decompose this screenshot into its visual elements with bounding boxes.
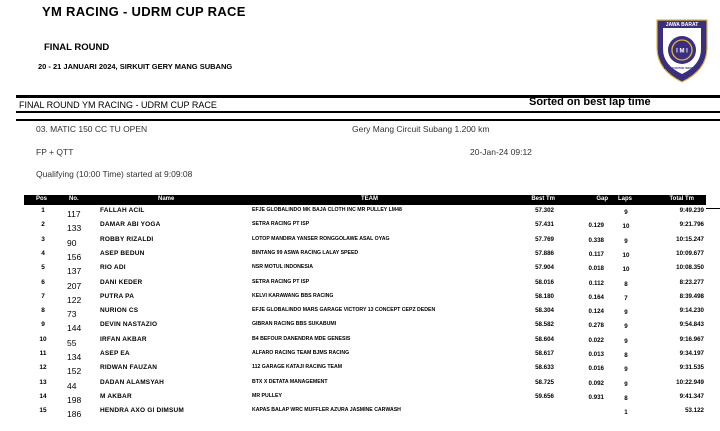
cell-name: ASEP EA xyxy=(100,350,130,357)
cell-total: 9:49.239 xyxy=(679,207,704,214)
col-laps: Laps xyxy=(618,196,633,202)
cell-best: 57.904 xyxy=(535,264,554,272)
cell-laps: 7 xyxy=(624,294,628,302)
report-title: FINAL ROUND YM RACING - UDRM CUP RACE xyxy=(19,100,217,110)
col-no: No. xyxy=(69,196,79,202)
table-row xyxy=(24,249,706,263)
col-pos: Pos xyxy=(36,196,48,202)
circuit-info: Gery Mang Circuit Subang 1.200 km xyxy=(352,124,490,134)
report-datetime: 20-Jan-24 09:12 xyxy=(470,147,532,157)
cell-gap: 0.278 xyxy=(588,322,604,330)
imi-jawa-barat-logo xyxy=(653,14,711,84)
logo-center-text: I M I xyxy=(676,48,688,55)
cell-no: 152 xyxy=(67,366,82,377)
cell-total: 9:41.347 xyxy=(679,392,704,400)
cell-best: 57.769 xyxy=(535,235,554,243)
cell-no: 90 xyxy=(67,237,77,248)
cell-total: 10:08.350 xyxy=(676,264,704,272)
cell-laps: 9 xyxy=(624,366,628,374)
cell-laps: 9 xyxy=(624,337,628,345)
cell-no: 44 xyxy=(67,380,77,391)
event-class: 03. MATIC 150 CC TU OPEN xyxy=(36,124,148,134)
cell-team: KELVI KARAWANG BBS RACING xyxy=(252,292,334,299)
table-row xyxy=(24,306,706,320)
cell-no: 117 xyxy=(67,209,81,219)
cell-pos: 6 xyxy=(41,278,45,286)
table-row xyxy=(24,406,706,420)
cell-best: 57.886 xyxy=(535,249,554,257)
cell-total: 8:39.498 xyxy=(679,292,704,300)
cell-team: SETRA RACING PT ISP xyxy=(252,221,310,228)
table-row xyxy=(24,292,706,306)
cell-team: BINTANG 99 ASWA RACING LALAY SPEED xyxy=(252,249,359,256)
cell-name: DADAN ALAMSYAH xyxy=(100,378,165,386)
cell-best: 58.604 xyxy=(535,335,554,343)
cell-name: ASEP BEDUN xyxy=(100,249,145,257)
cell-pos: 9 xyxy=(41,321,45,329)
race-title: YM RACING - UDRM CUP RACE xyxy=(42,7,246,19)
round-title: FINAL ROUND xyxy=(44,42,110,53)
table-row xyxy=(24,363,706,377)
cell-gap: 0.016 xyxy=(588,365,604,373)
table-row xyxy=(24,392,706,406)
cell-gap: 0.117 xyxy=(588,250,604,258)
cell-best: 57.431 xyxy=(535,221,554,229)
cell-laps: 9 xyxy=(624,309,628,317)
cell-name: HENDRA AXO GI DIMSUM xyxy=(100,407,185,415)
cell-name: DEVIN NASTAZIO xyxy=(100,321,158,329)
cell-best: 58.617 xyxy=(535,350,554,357)
cell-laps: 8 xyxy=(624,280,628,288)
table-row xyxy=(24,263,706,277)
cell-name: FALLAH ACIL xyxy=(100,207,145,214)
cell-team: 112 GARAGE KATAJI RACING TEAM xyxy=(252,364,343,371)
table-row xyxy=(24,206,706,220)
cell-laps: 10 xyxy=(622,251,630,259)
cell-no: 55 xyxy=(67,337,77,348)
cell-best: 58.180 xyxy=(535,292,554,300)
cell-gap: 0.018 xyxy=(588,265,604,273)
cell-total: 9:34.197 xyxy=(679,350,704,357)
cell-team: EFJE GLOBALINDO MARS GARAGE VICTORY 13 CONCEPT CEPZ DEDEN xyxy=(252,307,436,314)
cell-laps: 10 xyxy=(622,223,630,231)
rule-divider xyxy=(16,111,720,113)
cell-best: 58.304 xyxy=(535,307,554,315)
cell-pos: 8 xyxy=(41,307,45,315)
table-row xyxy=(24,278,706,292)
cell-name: ROBBY RIZALDI xyxy=(100,235,154,243)
cell-pos: 7 xyxy=(41,292,45,300)
col-gap: Gap xyxy=(596,196,608,202)
cell-pos: 2 xyxy=(41,221,45,229)
cell-best: 58.582 xyxy=(535,321,554,329)
cell-team: LOTOP MANDIRA YANSER RONGGOLAWE ASAL OYAG xyxy=(252,235,390,242)
col-total: Total Tm xyxy=(669,196,694,202)
table-row xyxy=(24,220,706,234)
cell-total: 10:22.949 xyxy=(676,378,704,386)
cell-total: 10:15.247 xyxy=(676,235,704,243)
cell-pos: 14 xyxy=(39,392,47,400)
cell-no: 122 xyxy=(67,294,82,305)
cell-pos: 4 xyxy=(41,249,45,257)
cell-total: 9:14.230 xyxy=(679,307,704,315)
cell-name: M AKBAR xyxy=(100,392,132,400)
cell-pos: 5 xyxy=(41,264,45,272)
col-name: Name xyxy=(158,196,175,202)
session-type: FP + QTT xyxy=(36,147,74,157)
cell-pos: 1 xyxy=(41,207,45,214)
cell-team: MR PULLEY xyxy=(252,392,282,399)
cell-best: 59.656 xyxy=(535,392,554,400)
cell-pos: 13 xyxy=(39,378,47,386)
cell-team: SETRA RACING PT ISP xyxy=(252,278,310,285)
table-row xyxy=(24,378,706,392)
cell-laps: 9 xyxy=(624,380,628,388)
cell-team: NSR MOTUL INDONESIA xyxy=(252,264,314,271)
rule-divider xyxy=(16,119,720,121)
cell-gap: 0.124 xyxy=(588,308,604,316)
cell-team: GIBRAN RACING BBS SUKABUMI xyxy=(252,321,337,328)
cell-gap: 0.092 xyxy=(588,379,604,387)
cell-total: 9:21.796 xyxy=(679,221,704,229)
cell-laps: 1 xyxy=(624,409,628,417)
cell-pos: 3 xyxy=(41,235,45,243)
cell-total: 10:09.677 xyxy=(676,249,704,257)
cell-name: RIDWAN FAUZAN xyxy=(100,364,158,372)
table-row xyxy=(24,235,706,249)
cell-total: 8:23.277 xyxy=(679,278,704,286)
col-best: Best Tm xyxy=(531,196,555,202)
cell-no: 186 xyxy=(67,409,82,420)
cell-best: 58.725 xyxy=(535,378,554,386)
logo-bottom-text: IKATAN MOTOR INDONESIA xyxy=(663,67,701,70)
cell-total: 9:16.967 xyxy=(679,335,704,343)
table-row xyxy=(24,320,706,334)
sort-label: Sorted on best lap time xyxy=(529,96,651,108)
cell-no: 198 xyxy=(67,394,82,405)
cell-no: 73 xyxy=(67,309,77,320)
cell-best: 58.016 xyxy=(535,278,554,286)
cell-total: 53.122 xyxy=(685,407,704,415)
table-row xyxy=(24,349,706,363)
cell-gap: 0.129 xyxy=(588,222,604,230)
cell-team: BTX X DETATA MANAGEMENT xyxy=(252,378,328,385)
cell-laps: 8 xyxy=(624,352,628,359)
cell-best: 58.633 xyxy=(535,364,554,372)
cell-best: 57.302 xyxy=(535,207,554,214)
cell-gap: 0.013 xyxy=(588,351,604,358)
cell-team: B4 BEFOUR DANENDRA MDE GENESIS xyxy=(252,335,351,342)
cell-no: 144 xyxy=(67,323,82,334)
cell-laps: 9 xyxy=(624,323,628,331)
cell-name: RIO ADI xyxy=(100,264,126,272)
cell-gap: 0.931 xyxy=(588,393,604,401)
cell-pos: 11 xyxy=(39,350,47,357)
cell-team: ALFARO RACING TEAM BJMS RACING xyxy=(252,350,350,356)
cell-name: DAMAR ABI YOGA xyxy=(100,221,161,229)
cell-no: 134 xyxy=(67,352,82,362)
cell-gap: 0.112 xyxy=(588,279,604,287)
cell-no: 156 xyxy=(67,251,82,262)
cell-total: 9:54.843 xyxy=(679,321,704,329)
table-row xyxy=(24,335,706,349)
cell-laps: 8 xyxy=(624,394,628,402)
col-team: TEAM xyxy=(361,196,378,202)
date-venue: 20 - 21 JANUARI 2024, SIRKUIT GERY MANG SUBANG xyxy=(38,62,233,71)
qualifying-info: Qualifying (10:00 Time) started at 9:09:08 xyxy=(36,169,193,179)
cell-name: NURION CS xyxy=(100,307,139,315)
cell-pos: 12 xyxy=(39,364,47,372)
cell-laps: 10 xyxy=(622,266,630,274)
cell-pos: 10 xyxy=(39,335,47,343)
cell-gap: 0.022 xyxy=(588,336,604,344)
cell-team: KAPAS BALAP WRC MUFFLER AZURA JASMINE CARWASH xyxy=(252,407,401,414)
cell-team: EFJE GLOBALINDO MK BAJA CLOTH INC MR PULLEY LM48 xyxy=(252,207,402,213)
table-header xyxy=(24,195,706,205)
cell-total: 9:31.535 xyxy=(679,364,704,372)
cell-no: 133 xyxy=(67,223,82,234)
cell-laps: 9 xyxy=(624,209,628,216)
cell-gap: 0.164 xyxy=(588,293,604,301)
side-rule xyxy=(706,208,720,209)
cell-gap: 0.338 xyxy=(588,236,604,244)
cell-laps: 9 xyxy=(624,237,628,245)
cell-no: 207 xyxy=(67,280,82,291)
cell-name: PUTRA PA xyxy=(100,292,135,300)
cell-pos: 15 xyxy=(39,407,47,415)
cell-no: 137 xyxy=(67,266,82,277)
logo-top-text: JAWA BARAT xyxy=(665,22,699,28)
cell-name: IRFAN AKBAR xyxy=(100,335,147,343)
cell-name: DANI KEDER xyxy=(100,278,143,286)
